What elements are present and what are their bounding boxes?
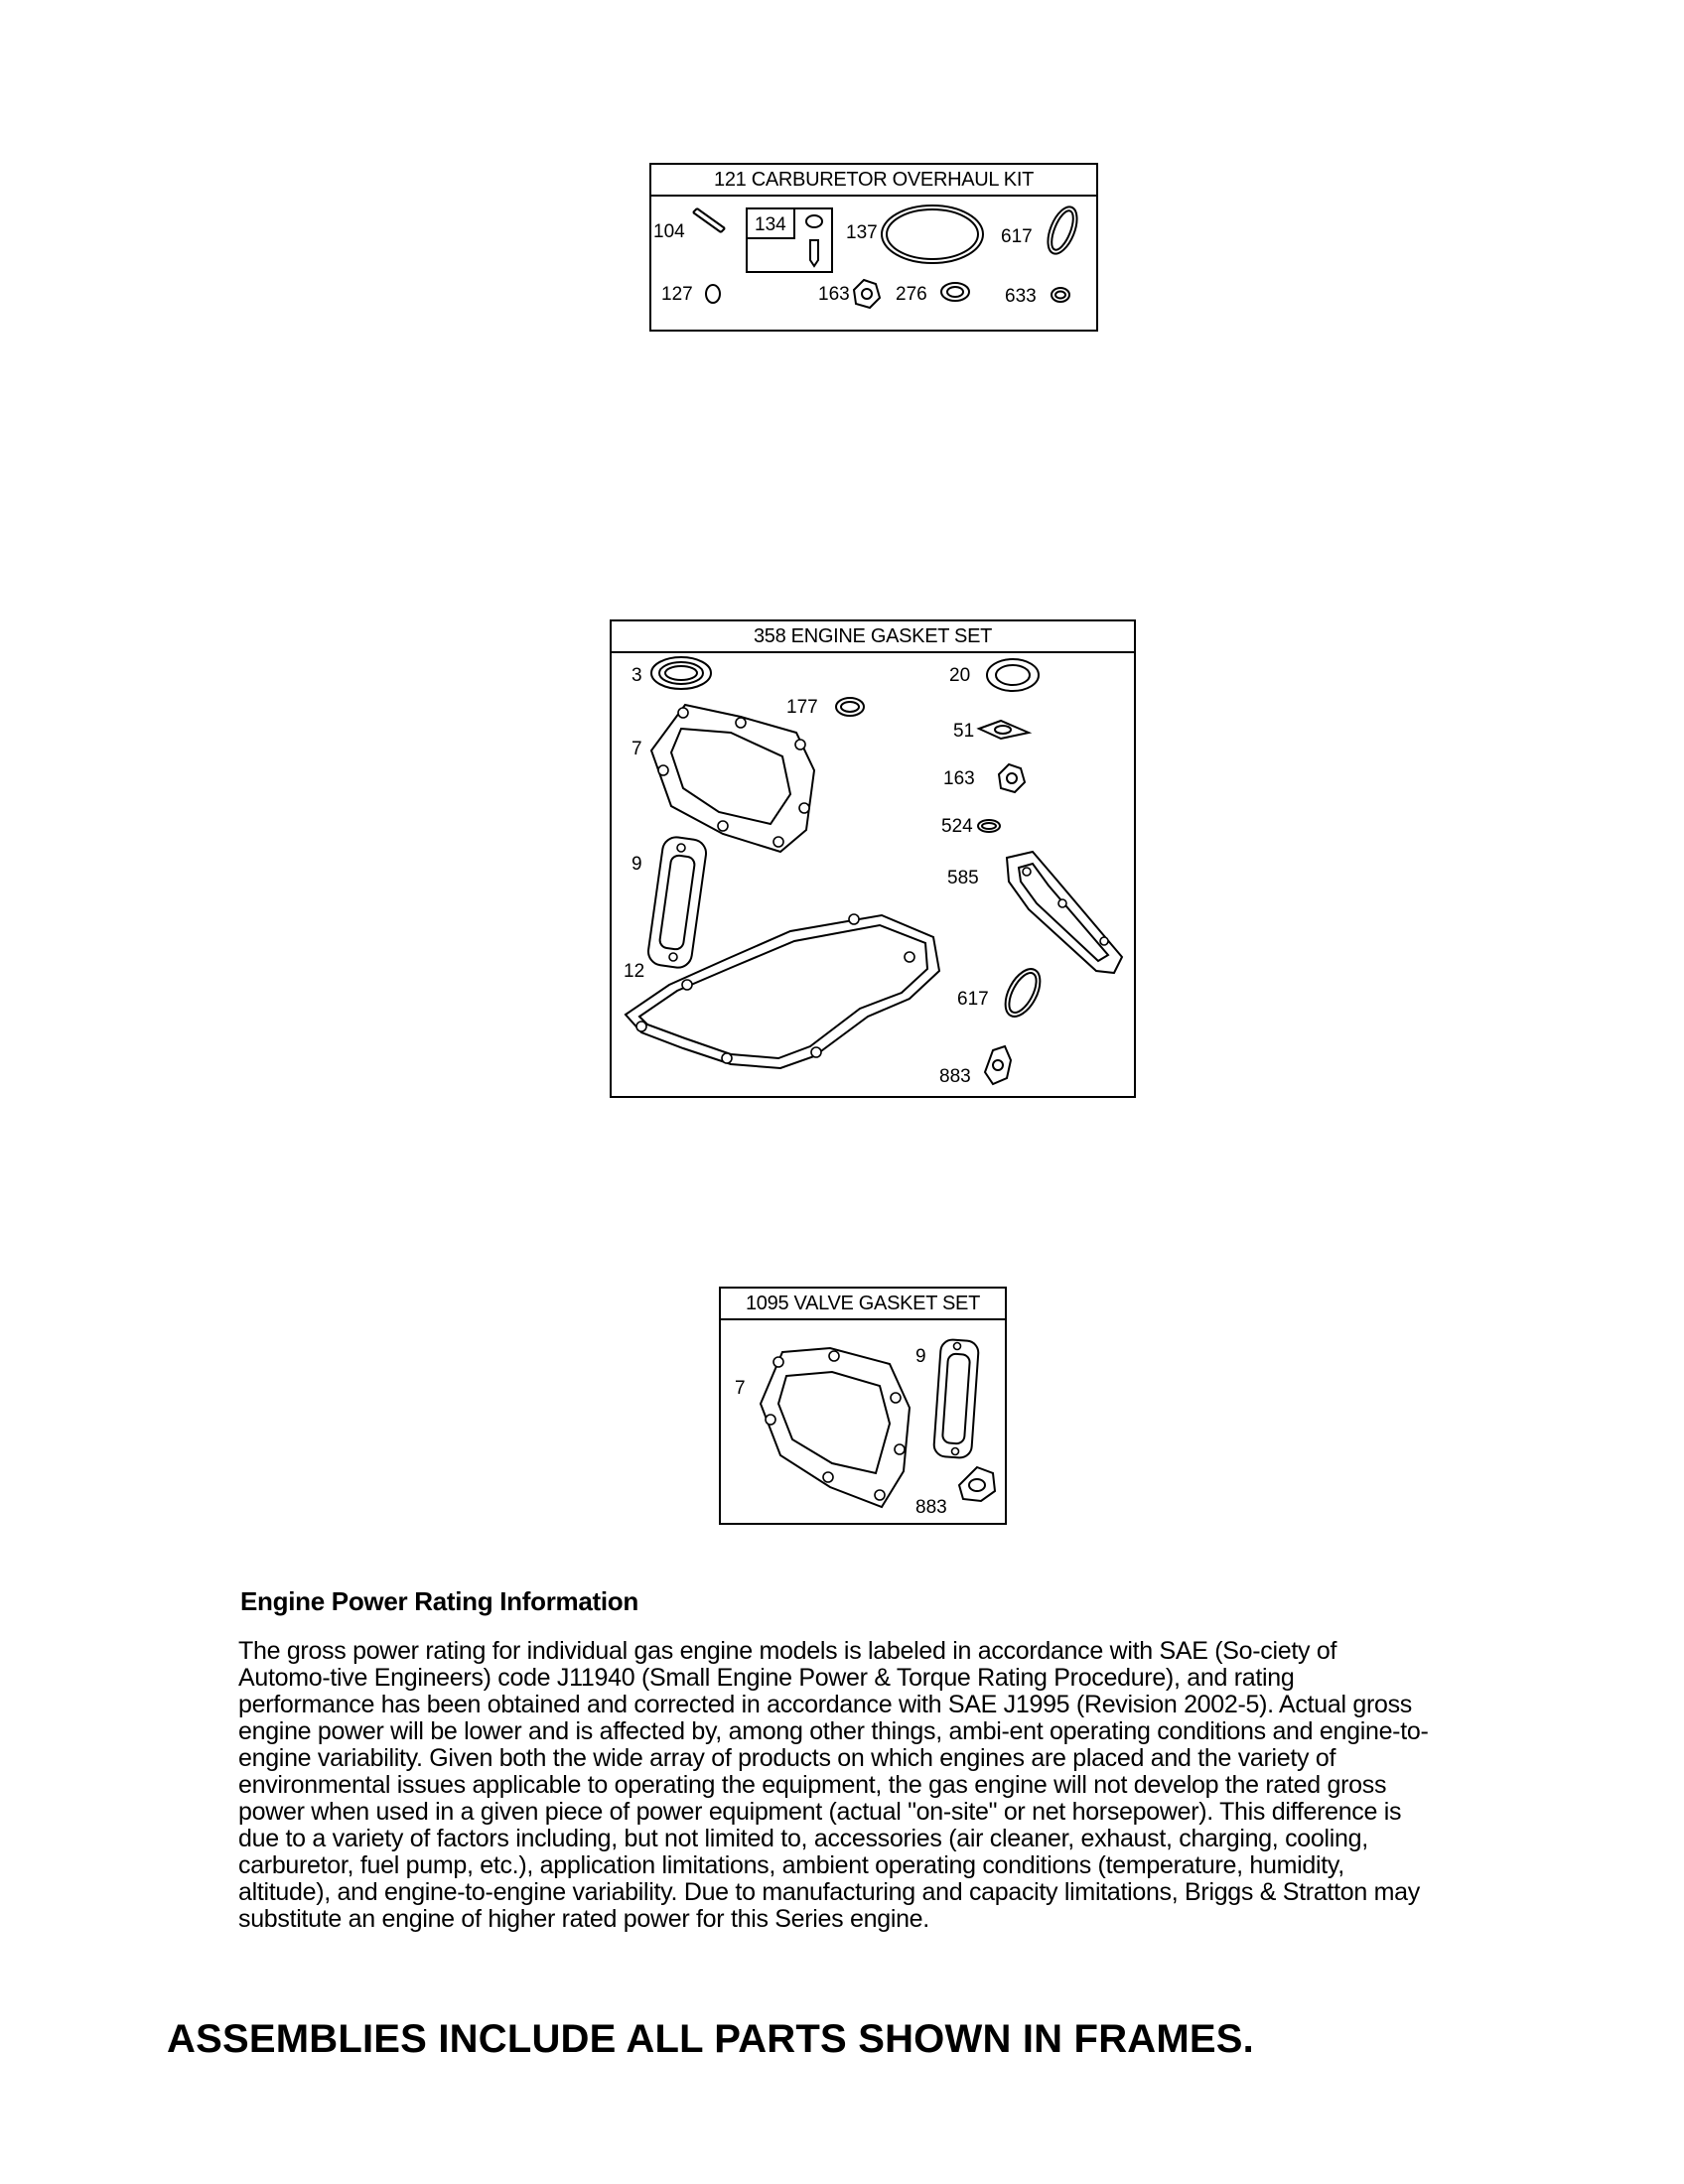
part-177-seal-icon (836, 698, 864, 716)
part-number: 137 (846, 222, 878, 243)
valve-gasket-diagram (721, 1289, 1005, 1523)
part-number: 3 (632, 665, 642, 686)
part-number: 134 (755, 214, 786, 235)
part-617-o-ring-icon (998, 963, 1047, 1022)
part-number: 127 (661, 284, 693, 305)
part-7-cylinder-head-gasket-icon (651, 705, 814, 852)
valve-gasket-set-frame (719, 1287, 1007, 1525)
engine-gasket-set-frame (610, 619, 1136, 1098)
part-137-bowl-gasket-icon (882, 205, 983, 263)
part-number: 9 (915, 1346, 926, 1367)
part-number: 9 (632, 854, 642, 875)
part-7-cylinder-head-gasket-icon (761, 1348, 910, 1507)
part-9-breather-gasket-icon (933, 1339, 979, 1458)
power-rating-heading: Engine Power Rating Information (240, 1586, 638, 1616)
part-585-intake-gasket-icon (1007, 852, 1122, 973)
carburetor-kit-diagram (651, 165, 1096, 330)
part-633-seal-icon (1052, 288, 1069, 302)
part-number: 177 (786, 697, 818, 718)
part-134-needle-valve-icon (806, 215, 822, 266)
carburetor-overhaul-kit-frame (649, 163, 1098, 332)
part-number: 883 (939, 1066, 971, 1087)
part-617-o-ring-icon (1043, 203, 1083, 257)
part-number: 51 (953, 721, 975, 742)
part-104-pin-icon (693, 208, 725, 232)
part-9-breather-gasket-icon (646, 836, 708, 970)
part-number: 163 (943, 768, 975, 789)
part-number: 163 (818, 284, 850, 305)
part-524-o-ring-icon (978, 820, 1000, 832)
part-51-gasket-icon (979, 721, 1029, 739)
part-number: 883 (915, 1497, 947, 1518)
part-127-washer-icon (706, 285, 720, 303)
part-276-seal-icon (941, 283, 969, 301)
frame-title: 1095 VALVE GASKET SET (721, 1289, 1005, 1320)
assemblies-footer-note: ASSEMBLIES INCLUDE ALL PARTS SHOWN IN FRAMES. (167, 2017, 1254, 2061)
part-number: 524 (941, 816, 973, 837)
part-number: 7 (632, 739, 642, 759)
power-rating-text: The gross power rating for individual gas engine models is labeled in accordance with SAE (So-ciety of Automo-tive Engineers) code J11940 (Small Engine Power & Torque Rating Procedure), and rating performance has been obtained and corrected in accordance with SAE J1995 (Revision 2002-5). Actual gross engine power will be lower and is affected by, among other things, ambi-ent operating conditions and engine-to-engine variability. Given both the wide array of products on which engines are placed and the variety of environmental issues applicable to operating the equipment, the gas engine will not develop the rated gross power when used in a given piece of power equipment (actual "on-site" or net horsepower). This difference is due to a variety of factors including, but not limited to, accessories (air cleaner, exhaust, charging, cooling, carburetor, fuel pump, etc.), application limitations, ambient operating conditions (temperature, humidity, altitude), and engine-to-engine variability. Due to manufacturing and capacity limitations, Briggs & Stratton may substitute an engine of higher rated power for this Series engine. (238, 1637, 1429, 1933)
part-12-crankcase-gasket-icon (626, 914, 939, 1068)
part-883-gasket-icon (959, 1467, 995, 1501)
part-20-oil-seal-icon (987, 659, 1039, 691)
part-number: 20 (949, 665, 971, 686)
part-163-gasket-icon (854, 280, 880, 308)
part-number: 7 (735, 1378, 746, 1399)
frame-title: 358 ENGINE GASKET SET (612, 621, 1134, 653)
part-163-gasket-icon (999, 764, 1025, 792)
part-number: 617 (1001, 226, 1033, 247)
part-number: 617 (957, 989, 989, 1010)
part-number: 104 (653, 221, 685, 242)
part-883-gasket-icon (985, 1046, 1011, 1084)
part-number: 585 (947, 868, 979, 888)
engine-gasket-diagram (612, 621, 1134, 1096)
part-number: 12 (624, 961, 645, 982)
part-number: 633 (1005, 286, 1037, 307)
frame-title: 121 CARBURETOR OVERHAUL KIT (651, 165, 1096, 197)
part-3-oil-seal-icon (651, 657, 711, 689)
part-number: 276 (896, 284, 927, 305)
